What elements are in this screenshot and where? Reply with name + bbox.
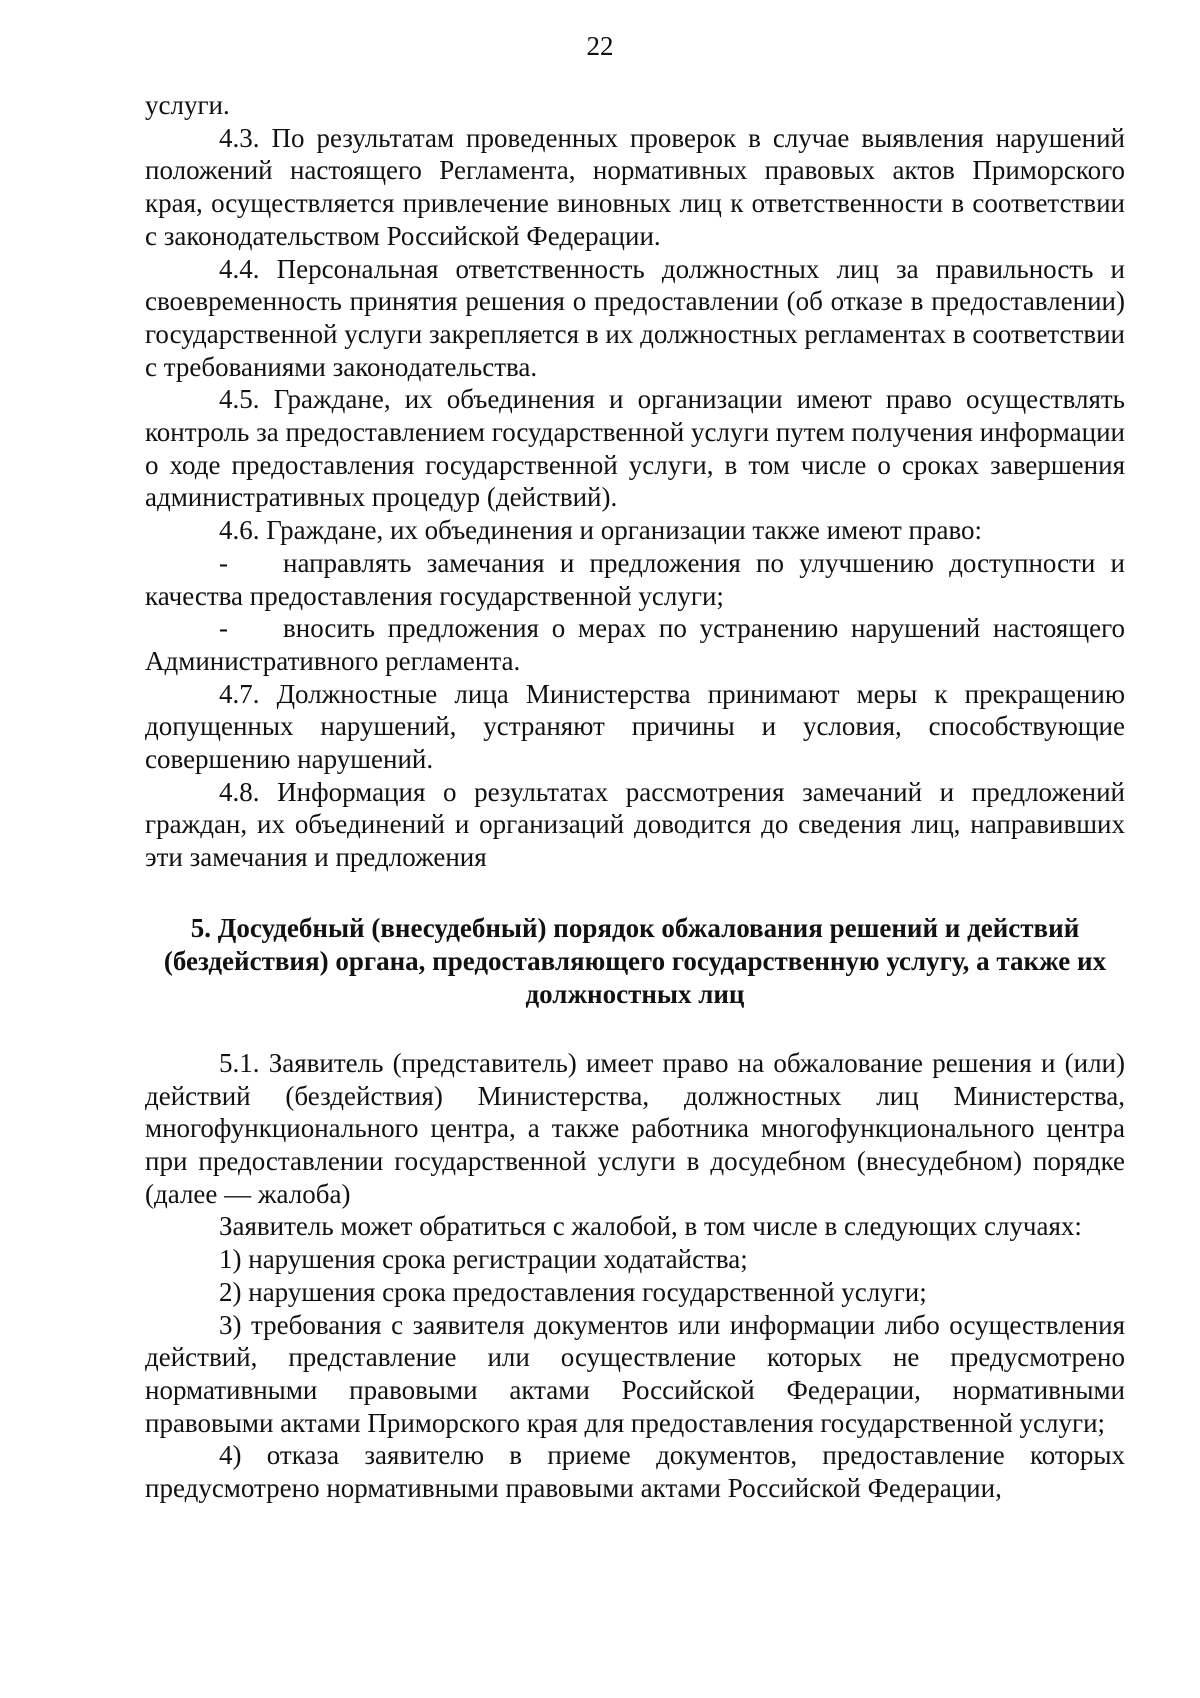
list-item-dash-1 (145, 547, 1125, 612)
document-body (145, 89, 1125, 1505)
paragraph-4-8: 4.8. Информация о результатах рассмотрения замечаний и предложений граждан, их объединений и организаций доводится до сведения лиц, направивших эти замечания и предложения (145, 776, 1125, 873)
dash-marker: - (219, 613, 228, 644)
list-item-case-4: 4) отказа заявителю в приеме документов, предоставление которых предусмотрено нормативными правовыми актами Российской Федерации, (145, 1440, 1125, 1504)
list-item-case-1: 1) нарушения срока регистрации ходатайства; (219, 1244, 748, 1275)
list-item-text: направлять замечания и предложения по улучшению доступности и качества предоставления государственной услуги; (145, 547, 1125, 611)
paragraph-5-1: 5.1. Заявитель (представитель) имеет право на обжалование решения и (или) действий (бездействия) Министерства, должностных лиц Министерства, многофункционального центра, а также работника многофункционального центра при предоставлении государственной услуги в досудебном (внесудебном) порядке (далее — жалоба) (145, 1047, 1125, 1209)
paragraph-4-6: 4.6. Граждане, их объединения и организации также имеют право: (219, 515, 983, 546)
list-item-case-3: 3) требования с заявителя документов или информации либо осуществления действий, представление или осуществление которых не предусмотрено нормативными правовыми актами Российской Федерации, нормативными правовыми актами Приморского края для предоставления государственной услуги; (145, 1309, 1125, 1438)
list-item-case-2: 2) нарушения срока предоставления государственной услуги; (219, 1276, 927, 1307)
paragraph-4-3: 4.3. По результатам проведенных проверок в случае выявления нарушений положений настоящего Регламента, нормативных правовых актов Приморского края, осуществляется привлечение виновных лиц к ответственности в соответствии с законодательством Российской Федерации. (145, 122, 1125, 251)
section-heading-5: 5. Досудебный (внесудебный) порядок обжалования решений и действий (бездействия) органа, предоставляющего государственную услугу, а также их должностных лиц (163, 912, 1107, 1009)
paragraph-4-4: 4.4. Персональная ответственность должностных лиц за правильность и своевременность принятия решения о предоставлении (об отказе в предоставлении) государственной услуги закрепляется в их должностных регламентах в соответствии с требованиями законодательства. (145, 253, 1125, 382)
list-item-text: вносить предложения о мерах по устранению нарушений настоящего Административного регламента. (145, 613, 1125, 676)
list-item-dash-2 (145, 612, 1125, 677)
paragraph-continuation: услуги. (145, 90, 230, 120)
paragraph-4-7: 4.7. Должностные лица Министерства принимают меры к прекращению допущенных нарушений, устраняют причины и условия, способствующие совершению нарушений. (145, 678, 1125, 775)
page-number: 22 (586, 31, 614, 61)
paragraph-4-5: 4.5. Граждане, их объединения и организации имеют право осуществлять контроль за предоставлением государственной услуги путем получения информации о ходе предоставления государственной услуги, в том числе о сроках завершения административных процедур (действий). (145, 384, 1125, 513)
paragraph-complaint-cases: Заявитель может обратиться с жалобой, в том числе в следующих случаях: (219, 1211, 1082, 1242)
dash-marker: - (219, 547, 228, 578)
